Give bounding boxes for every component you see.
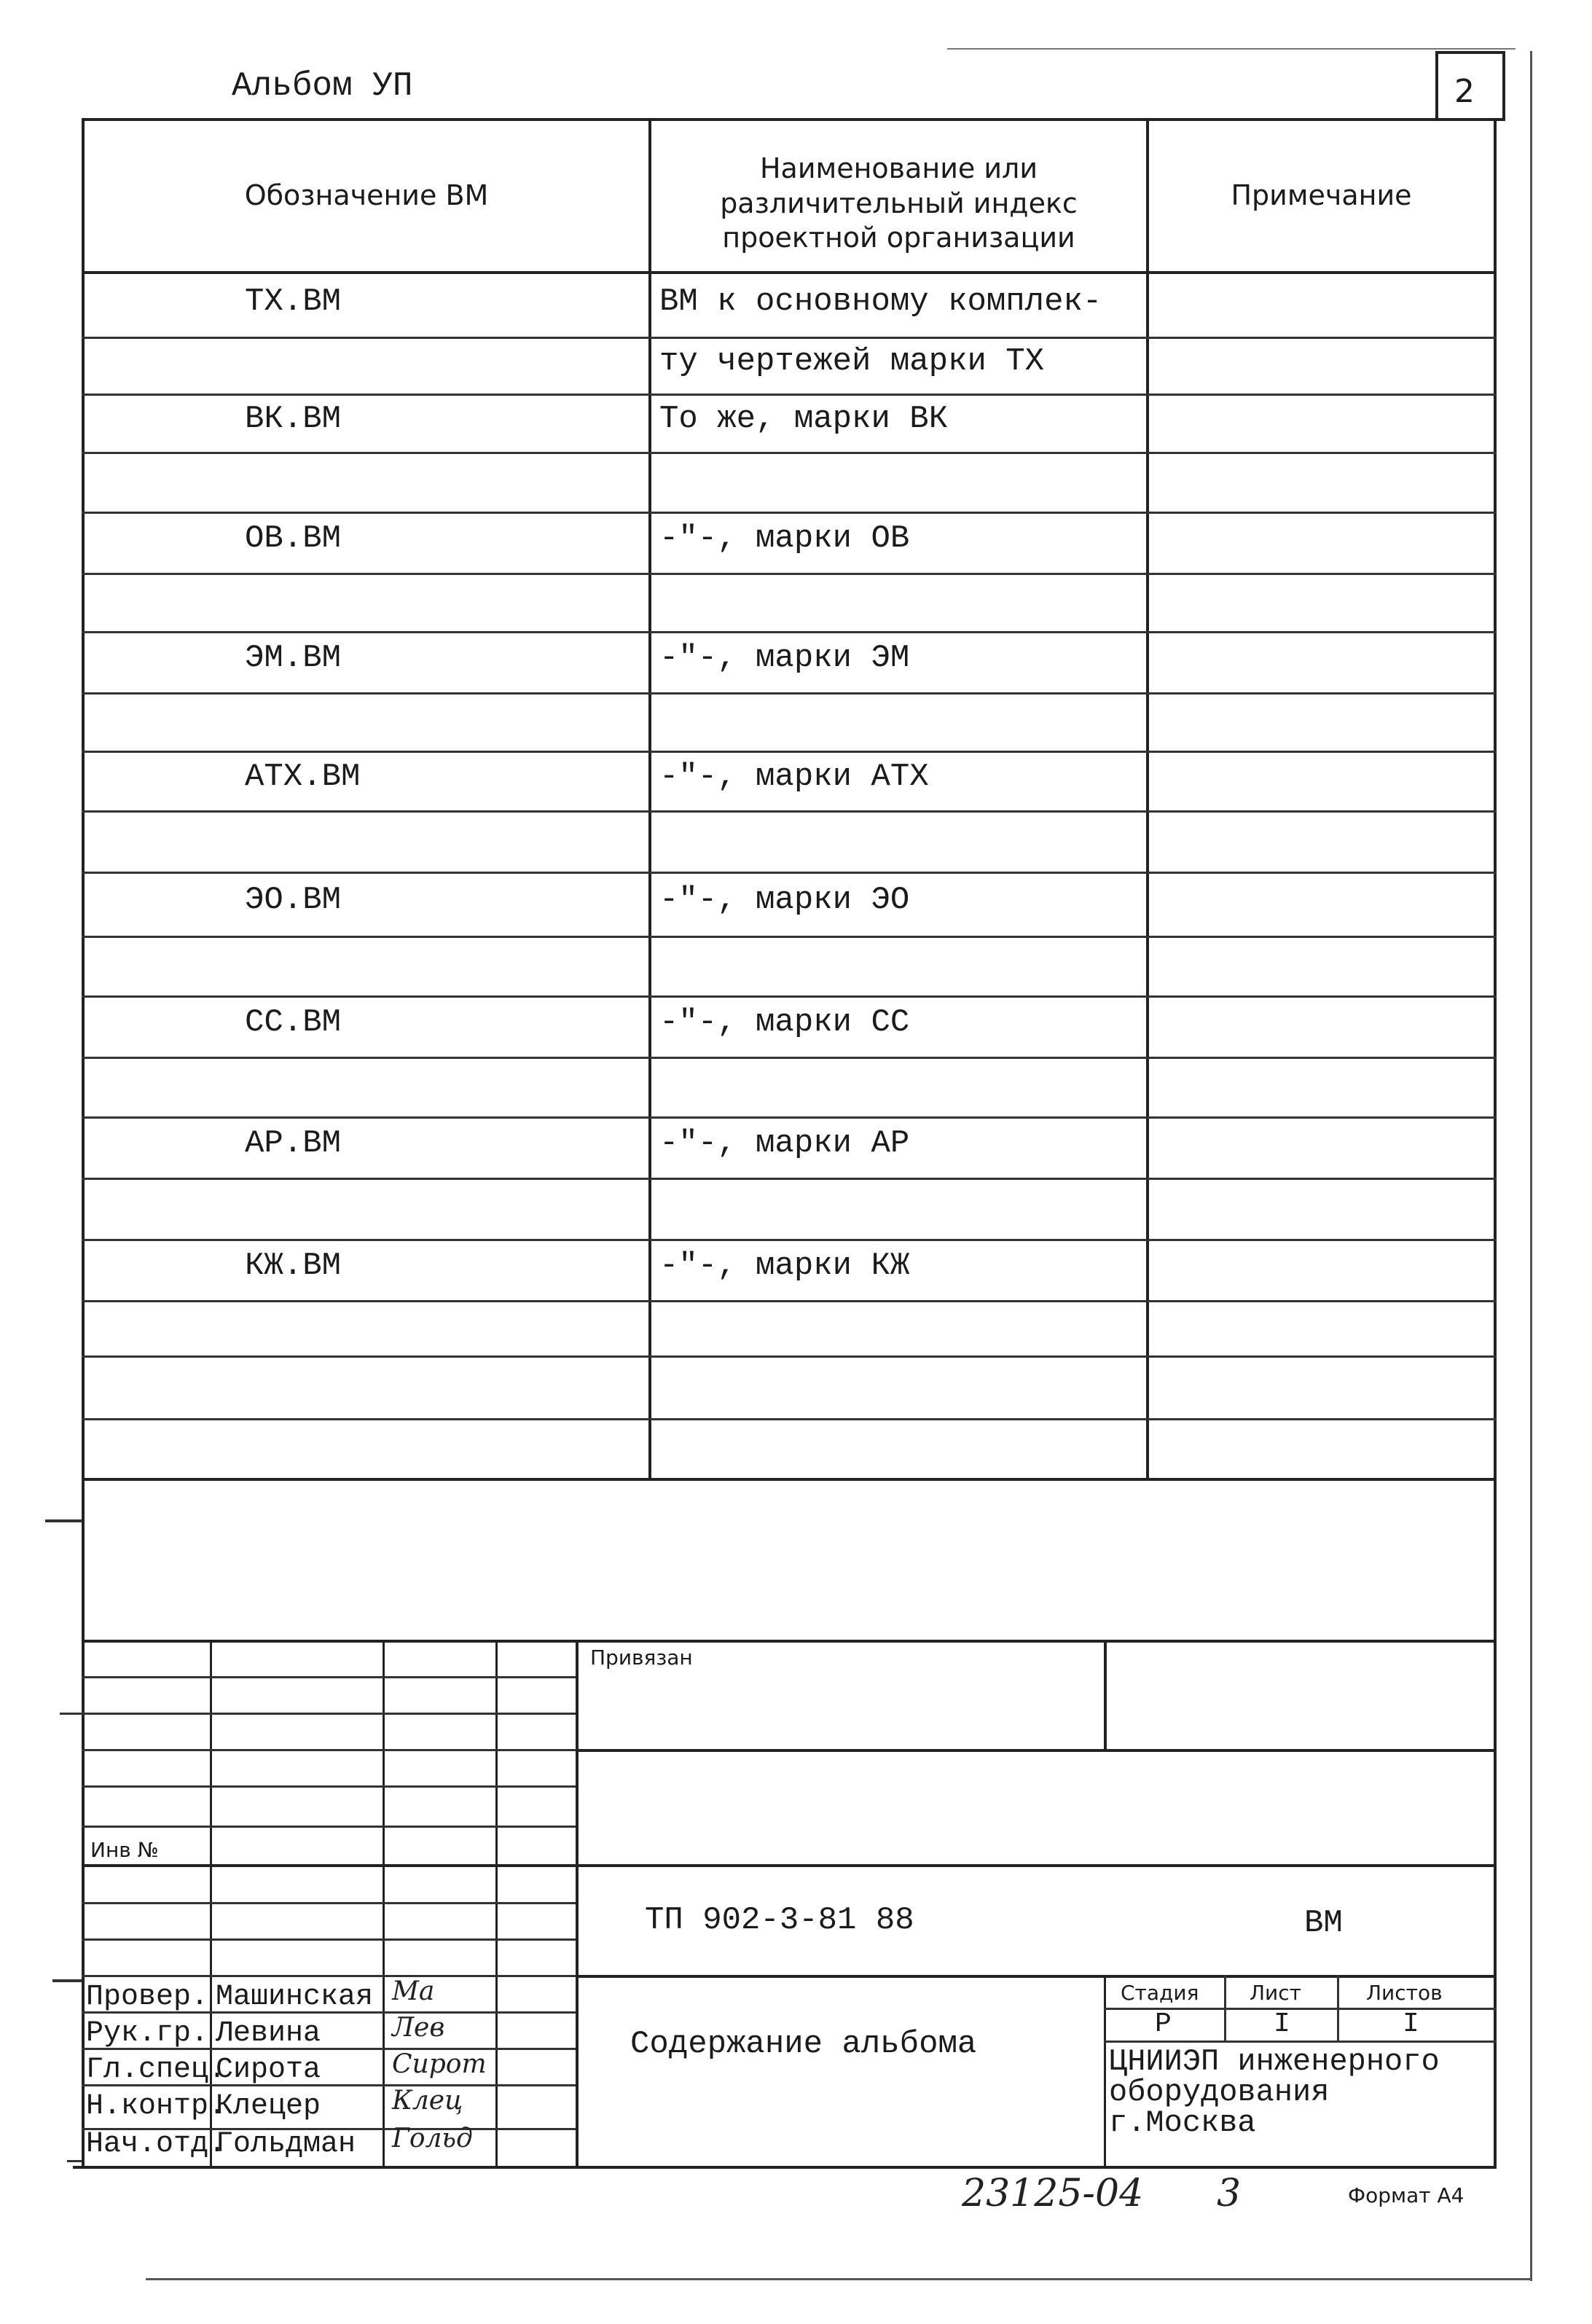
signature-name: Машинская: [216, 1981, 374, 2014]
doc-title: Содержание альбома: [630, 2026, 977, 2062]
signature-name: Гольдман: [216, 2128, 356, 2161]
signature-mark: Клец: [392, 2086, 463, 2116]
column-header-note: Примечание: [1231, 179, 1412, 211]
table-row-code: ТХ.ВМ: [245, 283, 342, 320]
table-row-name: -"-, марки ОВ: [659, 520, 910, 557]
table-row-name: ВМ к основному комплек-: [659, 283, 1102, 320]
table-row-name: То же, марки ВК: [659, 401, 949, 437]
sheets-label: Листов: [1366, 1981, 1443, 2005]
signature-mark: Лев: [392, 2013, 445, 2043]
table-row-name: -"-, марки КЖ: [659, 1248, 910, 1284]
column-header-name: Наименование или различительный индекс проектной организации: [720, 152, 1078, 254]
sheet-label: Лист: [1250, 1981, 1301, 2005]
table-row-code: АТХ.ВМ: [245, 759, 361, 795]
project-code: ТП 902-3-81 88: [645, 1902, 914, 1938]
privyazan-label: Привязан: [590, 1646, 693, 1670]
table-row-code: КЖ.ВМ: [245, 1248, 342, 1284]
table-row-name: -"-, марки СС: [659, 1004, 910, 1041]
organization: ЦНИИЭП инженерного оборудования г.Москва: [1109, 2044, 1440, 2140]
format-label: Формат А4: [1348, 2183, 1464, 2207]
stage-label: Стадия: [1121, 1981, 1199, 2005]
table-row-code: ЭМ.ВМ: [245, 640, 342, 676]
table-row-code: ОВ.ВМ: [245, 520, 342, 557]
table-row-code: ВК.ВМ: [245, 401, 342, 437]
sheets-value: I: [1403, 2008, 1419, 2040]
doc-mark: ВМ: [1304, 1905, 1343, 1941]
handwritten-number: 23125-04: [962, 2172, 1144, 2215]
stage-value: Р: [1155, 2008, 1172, 2040]
album-title: Альбом УП: [232, 67, 413, 105]
table-row-name: -"-, марки АР: [659, 1125, 910, 1162]
signature-role: Провер.: [86, 1981, 209, 2014]
signature-role: Гл.спец.: [86, 2054, 227, 2086]
table-row-code: СС.ВМ: [245, 1004, 342, 1041]
page-number: 3: [1217, 2172, 1242, 2215]
table-row-code: ЭО.ВМ: [245, 882, 342, 918]
inv-label: Инв №: [90, 1838, 159, 1862]
signature-role: Н.контр.: [86, 2090, 227, 2123]
table-row-name: -"-, марки ЭМ: [659, 640, 910, 676]
table-row-name: ту чертежей марки ТХ: [659, 343, 1045, 380]
table-row-name: -"-, марки ЭО: [659, 882, 910, 918]
signature-role: Нач.отд.: [86, 2128, 227, 2161]
sheet-number: 2: [1454, 73, 1475, 110]
signature-name: Сирота: [216, 2054, 321, 2086]
signature-mark: Сирот: [392, 2049, 487, 2079]
column-header-designation: Обозначение ВМ: [244, 179, 489, 211]
signature-name: Левина: [216, 2017, 321, 2050]
signature-role: Рук.гр.: [86, 2017, 209, 2050]
sheet-value: I: [1274, 2008, 1290, 2040]
signature-mark: Ма: [392, 1976, 435, 2006]
table-row-code: АР.ВМ: [245, 1125, 342, 1162]
table-row-name: -"-, марки АТХ: [659, 759, 929, 795]
signature-name: Клецер: [216, 2090, 321, 2123]
signature-mark: Гольд: [392, 2124, 473, 2153]
